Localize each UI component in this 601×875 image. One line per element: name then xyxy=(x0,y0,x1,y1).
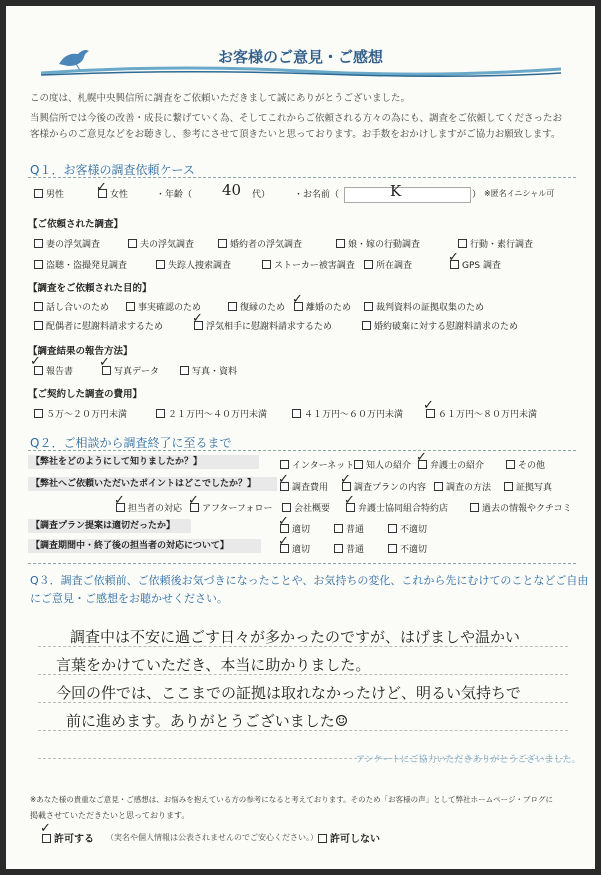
divider xyxy=(28,177,576,178)
checkbox[interactable] xyxy=(388,544,397,553)
checkbox[interactable] xyxy=(34,302,43,311)
checkbox[interactable] xyxy=(156,409,165,418)
checkmark-icon: ✓ xyxy=(278,514,289,529)
wave-divider xyxy=(41,64,561,78)
option-how[interactable]: 知人の紹介 xyxy=(354,458,411,471)
q2-heading: Q２．ご相談から調査終了に至るまで xyxy=(30,436,232,450)
option-requested[interactable]: 夫の浮気調査 xyxy=(128,237,194,250)
footer-note-2: 掲載させていただきたいと思っております。 xyxy=(30,811,190,820)
option-requested[interactable]: 失踪人捜索調査 xyxy=(156,258,231,271)
q1-heading: Q１．お客様の調査依頼ケース xyxy=(30,163,195,177)
option-report[interactable]: 写真・資料 xyxy=(180,364,237,377)
cost-title: 【ご契約した調査の費用】 xyxy=(28,389,143,400)
checkbox[interactable] xyxy=(228,302,237,311)
option-plan[interactable]: 適切 xyxy=(280,522,310,535)
checkbox[interactable] xyxy=(34,260,43,269)
checkbox[interactable] xyxy=(334,524,343,533)
page-title: お客様のご意見・ご感想 xyxy=(217,48,383,66)
checkmark-icon: ✓ xyxy=(340,472,351,487)
q3-heading-1: Q３．調査ご依頼前、ご依頼後お気づきになったことや、お気持ちの変化、これから先にむけてのことなどご自由 xyxy=(30,574,589,587)
age-unit: 代） xyxy=(252,190,271,200)
checkbox[interactable] xyxy=(126,302,135,311)
requested-title: 【ご依頼された調査】 xyxy=(28,219,124,230)
checkbox[interactable] xyxy=(218,239,227,248)
option-how[interactable]: その他 xyxy=(506,458,545,471)
checkmark-icon: ✓ xyxy=(96,180,107,195)
name-close: ） xyxy=(472,190,482,200)
checkbox[interactable] xyxy=(128,239,137,248)
option-deny[interactable]: 許可しない xyxy=(318,830,380,845)
checkmark-icon: ✓ xyxy=(40,821,51,836)
option-how[interactable]: 弁護士の紹介 xyxy=(418,458,484,471)
checkbox[interactable] xyxy=(180,366,189,375)
checkmark-icon: ✓ xyxy=(448,250,459,265)
option-point[interactable]: 調査の方法 xyxy=(434,480,491,493)
option-requested[interactable]: 所在調査 xyxy=(364,258,412,271)
option-cost[interactable]: ５万～２０万円未満 xyxy=(34,407,127,420)
option-cost[interactable]: ４１万円～６０万円未満 xyxy=(292,407,403,420)
option-female[interactable]: 女性 xyxy=(98,187,128,200)
checkbox[interactable] xyxy=(282,503,291,512)
option-point[interactable]: 過去の情報やクチコミ xyxy=(470,501,572,514)
checkmark-icon: ✓ xyxy=(188,493,199,508)
checkbox[interactable] xyxy=(364,302,373,311)
option-how[interactable]: インターネット xyxy=(280,458,354,471)
q3-heading-2: にご意見・ご感想をお聴かせください。 xyxy=(30,592,228,605)
checkbox[interactable] xyxy=(434,482,443,491)
age-value[interactable]: 40 xyxy=(222,181,242,199)
report-title: 【調査結果の報告方法】 xyxy=(28,346,133,357)
option-report[interactable]: 報告書 xyxy=(34,364,73,377)
checkbox[interactable] xyxy=(292,409,301,418)
option-requested[interactable]: 妻の浮気調査 xyxy=(34,237,100,250)
option-staff[interactable]: 適切 xyxy=(280,542,310,555)
checkbox[interactable] xyxy=(34,189,43,198)
option-point[interactable]: 会社概要 xyxy=(282,501,330,514)
answer-line-1: 調査中は不安に過ごす日々が多かったのですが、はげましや温かい xyxy=(70,628,521,646)
option-point[interactable]: アフターフォロー xyxy=(190,501,272,514)
answer-line-2: 言葉をかけていただき、本当に助かりました。 xyxy=(56,656,371,674)
name-label: ・お名前（ xyxy=(294,190,340,200)
divider xyxy=(28,563,576,564)
option-purpose[interactable]: 裁判資料の証拠収集のため xyxy=(364,300,484,313)
option-plan[interactable]: 普通 xyxy=(334,522,364,535)
checkmark-icon: ✓ xyxy=(99,355,110,370)
checkbox[interactable] xyxy=(156,260,165,269)
option-purpose[interactable]: 婚約破棄に対する慰謝料請求のため xyxy=(362,319,518,332)
option-purpose[interactable]: 離婚のため xyxy=(294,300,351,313)
point-title: 【弊社へご依頼いただいたポイントはどこでしたか？】 xyxy=(28,477,277,491)
intro-line-3: 客様からのご意見などをお聴きし、参考にさせて頂きたいと思っております。お手数をおかけしますがご協力お願致します。 xyxy=(30,129,561,140)
checkbox[interactable] xyxy=(34,409,43,418)
option-point[interactable]: 弁護士協同組合特約店 xyxy=(346,501,448,514)
checkbox[interactable] xyxy=(34,321,43,330)
checkbox[interactable] xyxy=(334,544,343,553)
thanks-text: アンケートにご協力いただきありがとうございました。 xyxy=(356,755,581,765)
checkbox[interactable] xyxy=(318,834,327,843)
checkbox[interactable] xyxy=(364,260,373,269)
option-allow[interactable]: 許可する xyxy=(42,830,94,845)
plan-title: 【調査プラン提案は適切だったか】 xyxy=(28,519,191,533)
survey-sheet xyxy=(6,6,595,869)
option-purpose[interactable]: 事実確認のため xyxy=(126,300,201,313)
staff-title: 【調査期間中・終了後の担当者の対応について】 xyxy=(28,539,261,553)
option-staff[interactable]: 普通 xyxy=(334,542,364,555)
footer-note-1: ※あなた様の貴重なご意見・ご感想は、お悩みを抱えている方の参考になると考えております。そのため「お客様の声」として弊社ホームページ・ブログに xyxy=(30,795,554,804)
allow-note: （実名や個人情報は公表されませんのでご安心ください。） xyxy=(106,833,318,842)
checkbox[interactable] xyxy=(280,460,289,469)
age-label: ・年齢（ xyxy=(156,190,193,200)
checkbox[interactable] xyxy=(388,524,397,533)
how-title: 【弊社をどのようにして知りましたか？】 xyxy=(28,455,259,469)
checkbox[interactable] xyxy=(336,239,345,248)
checkbox[interactable] xyxy=(34,239,43,248)
option-point[interactable]: 証拠写真 xyxy=(504,480,552,493)
option-point[interactable]: 調査費用 xyxy=(280,480,328,493)
checkmark-icon: ✓ xyxy=(423,398,434,413)
checkmark-icon: ✓ xyxy=(292,292,303,307)
checkmark-icon: ✓ xyxy=(344,493,355,508)
option-purpose[interactable]: 復縁のため xyxy=(228,300,285,313)
checkmark-icon: ✓ xyxy=(114,493,125,508)
divider xyxy=(28,450,576,451)
name-note: ※匿名イニシャル可 xyxy=(484,189,555,198)
option-requested[interactable]: 盗聴・盗撮発見調査 xyxy=(34,258,127,271)
checkbox[interactable] xyxy=(470,503,479,512)
checkbox[interactable] xyxy=(354,460,363,469)
option-point[interactable]: 調査プランの内容 xyxy=(342,480,426,493)
checkmark-icon: ✓ xyxy=(30,354,41,369)
name-field[interactable] xyxy=(344,187,471,203)
option-requested[interactable]: GPS 調査 xyxy=(450,258,501,271)
option-point[interactable]: 担当者の対応 xyxy=(116,501,182,514)
option-requested[interactable]: 婚約者の浮気調査 xyxy=(218,237,302,250)
checkmark-icon: ✓ xyxy=(192,311,203,326)
option-male[interactable]: 男性 xyxy=(34,187,64,200)
answer-line-4: 前に進めます。ありがとうございました☺ xyxy=(66,712,349,730)
option-purpose[interactable]: 配偶者に慰謝料請求するため xyxy=(34,319,163,332)
checkbox[interactable] xyxy=(262,260,271,269)
option-requested[interactable]: ストーカー被害調査 xyxy=(262,258,355,271)
checkbox[interactable] xyxy=(504,482,513,491)
option-requested[interactable]: 娘・嫁の行動調査 xyxy=(336,237,420,250)
intro-line-1: この度は、札幌中央興信所に調査をご依頼いただきまして誠にありがとうございました。 xyxy=(30,93,411,104)
option-purpose[interactable]: 話し合いのため xyxy=(34,300,109,313)
checkmark-icon: ✓ xyxy=(278,472,289,487)
option-cost[interactable]: ６１万円～８０万円未満 xyxy=(426,407,537,420)
checkbox[interactable] xyxy=(506,460,515,469)
option-cost[interactable]: ２１万円～４０万円未満 xyxy=(156,407,267,420)
option-staff[interactable]: 不適切 xyxy=(388,542,427,555)
checkmark-icon: ✓ xyxy=(278,534,289,549)
purpose-title: 【調査をご依頼された目的】 xyxy=(28,283,152,294)
intro-line-2: 当興信所では今後の改善・成長に繋げていく為、そしてこれからご依頼される方々の為にも、調査をご依頼してくださったお xyxy=(30,113,563,124)
answer-line-3: 今回の件では、ここまでの証拠は取れなかったけど、明るい気持ちで xyxy=(56,684,521,702)
option-plan[interactable]: 不適切 xyxy=(388,522,427,535)
checkbox[interactable] xyxy=(362,321,371,330)
checkmark-icon: ✓ xyxy=(416,450,427,465)
checkbox[interactable] xyxy=(458,239,467,248)
name-value: K xyxy=(390,182,402,200)
option-purpose[interactable]: 浮気相手に慰謝料請求するため xyxy=(194,319,332,332)
option-report[interactable]: 写真データ xyxy=(102,364,159,377)
option-requested[interactable]: 行動・素行調査 xyxy=(458,237,533,250)
